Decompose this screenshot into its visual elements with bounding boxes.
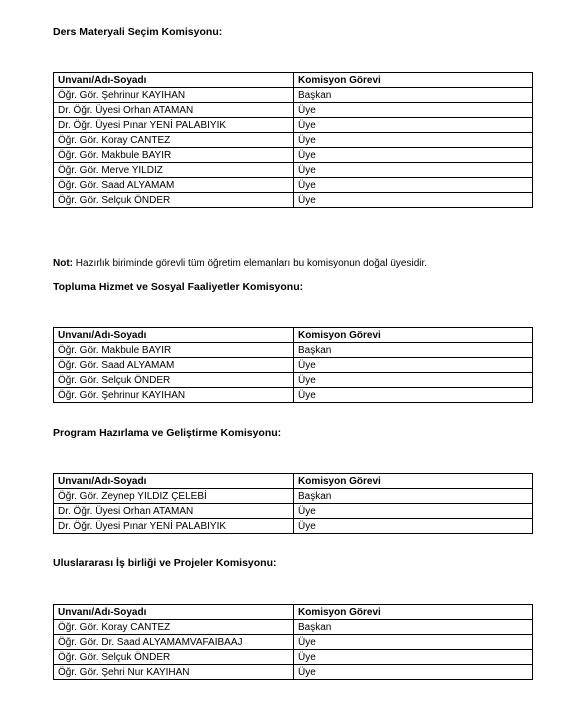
member-role: Üye	[294, 388, 533, 403]
member-role: Başkan	[294, 343, 533, 358]
member-name: Öğr. Gör. Selçuk ÖNDER	[54, 373, 294, 388]
table-row	[54, 504, 533, 519]
member-role: Üye	[294, 504, 533, 519]
member-name: Öğr. Gör. Şehrinur KAYIHAN	[54, 388, 294, 403]
section-title: Program Hazırlama ve Geliştirme Komisyonu:	[53, 427, 282, 439]
member-name: Öğr. Gör. Selçuk ÖNDER	[54, 650, 294, 665]
table-row	[54, 519, 533, 534]
role-column-header: Komisyon Görevi	[294, 328, 533, 343]
table-row	[54, 489, 533, 504]
member-role: Üye	[294, 118, 533, 133]
name-column-header: Unvanı/Adı-Soyadı	[54, 73, 294, 88]
note-label: Not:	[53, 258, 73, 269]
note-paragraph	[53, 258, 427, 269]
member-name: Öğr. Gör. Zeynep YILDIZ ÇELEBİ	[54, 489, 294, 504]
member-name: Öğr. Gör. Şehrinur KAYIHAN	[54, 88, 294, 103]
member-name: Öğr. Gör. Koray CANTEZ	[54, 620, 294, 635]
member-role: Üye	[294, 635, 533, 650]
member-name: Öğr. Gör. Saad ALYAMAM	[54, 358, 294, 373]
table-header-row	[54, 73, 533, 88]
table-row	[54, 620, 533, 635]
commission-table	[53, 327, 533, 403]
member-name: Dr. Öğr. Üyesi Pınar YENİ PALABIYIK	[54, 519, 294, 534]
member-role: Üye	[294, 103, 533, 118]
member-role: Üye	[294, 178, 533, 193]
member-name: Öğr. Gör. Makbule BAYIR	[54, 148, 294, 163]
member-role: Üye	[294, 519, 533, 534]
member-role: Üye	[294, 373, 533, 388]
member-name: Öğr. Gör. Dr. Saad ALYAMAMVAFAIBAAJ	[54, 635, 294, 650]
table-row	[54, 193, 533, 208]
table-row	[54, 118, 533, 133]
member-role: Üye	[294, 193, 533, 208]
member-name: Öğr. Gör. Makbule BAYIR	[54, 343, 294, 358]
section-title: Uluslararası İş birliği ve Projeler Komisyonu:	[53, 557, 277, 569]
table-row	[54, 133, 533, 148]
member-name: Dr. Öğr. Üyesi Orhan ATAMAN	[54, 103, 294, 118]
member-name: Öğr. Gör. Selçuk ÖNDER	[54, 193, 294, 208]
member-name: Dr. Öğr. Üyesi Pınar YENİ PALABIYIK	[54, 118, 294, 133]
table-row	[54, 103, 533, 118]
member-name: Öğr. Gör. Saad ALYAMAM	[54, 178, 294, 193]
member-role: Üye	[294, 665, 533, 680]
member-name: Dr. Öğr. Üyesi Orhan ATAMAN	[54, 504, 294, 519]
member-name: Öğr. Gör. Şehri Nur KAYIHAN	[54, 665, 294, 680]
table-row	[54, 178, 533, 193]
name-column-header: Unvanı/Adı-Soyadı	[54, 605, 294, 620]
table-row	[54, 148, 533, 163]
table-header-row	[54, 605, 533, 620]
table-row	[54, 163, 533, 178]
member-role: Üye	[294, 148, 533, 163]
role-column-header: Komisyon Görevi	[294, 73, 533, 88]
role-column-header: Komisyon Görevi	[294, 474, 533, 489]
section-title: Topluma Hizmet ve Sosyal Faaliyetler Komisyonu:	[53, 281, 304, 293]
member-role: Başkan	[294, 620, 533, 635]
role-column-header: Komisyon Görevi	[294, 605, 533, 620]
table-header-row	[54, 474, 533, 489]
name-column-header: Unvanı/Adı-Soyadı	[54, 474, 294, 489]
member-role: Üye	[294, 163, 533, 178]
member-role: Üye	[294, 358, 533, 373]
table-row	[54, 665, 533, 680]
table-row	[54, 373, 533, 388]
member-role: Üye	[294, 133, 533, 148]
member-role: Başkan	[294, 489, 533, 504]
table-row	[54, 635, 533, 650]
table-row	[54, 388, 533, 403]
member-name: Öğr. Gör. Merve YILDIZ	[54, 163, 294, 178]
table-row	[54, 343, 533, 358]
table-header-row	[54, 328, 533, 343]
table-row	[54, 358, 533, 373]
commission-table	[53, 72, 533, 208]
member-role: Başkan	[294, 88, 533, 103]
section-title: Ders Materyali Seçim Komisyonu:	[53, 26, 223, 38]
member-role: Üye	[294, 650, 533, 665]
name-column-header: Unvanı/Adı-Soyadı	[54, 328, 294, 343]
member-name: Öğr. Gör. Koray CANTEZ	[54, 133, 294, 148]
commission-table	[53, 473, 533, 534]
table-row	[54, 650, 533, 665]
note-text: Hazırlık biriminde görevli tüm öğretim elemanları bu komisyonun doğal üyesidir.	[73, 258, 428, 269]
commission-table	[53, 604, 533, 680]
table-row	[54, 88, 533, 103]
